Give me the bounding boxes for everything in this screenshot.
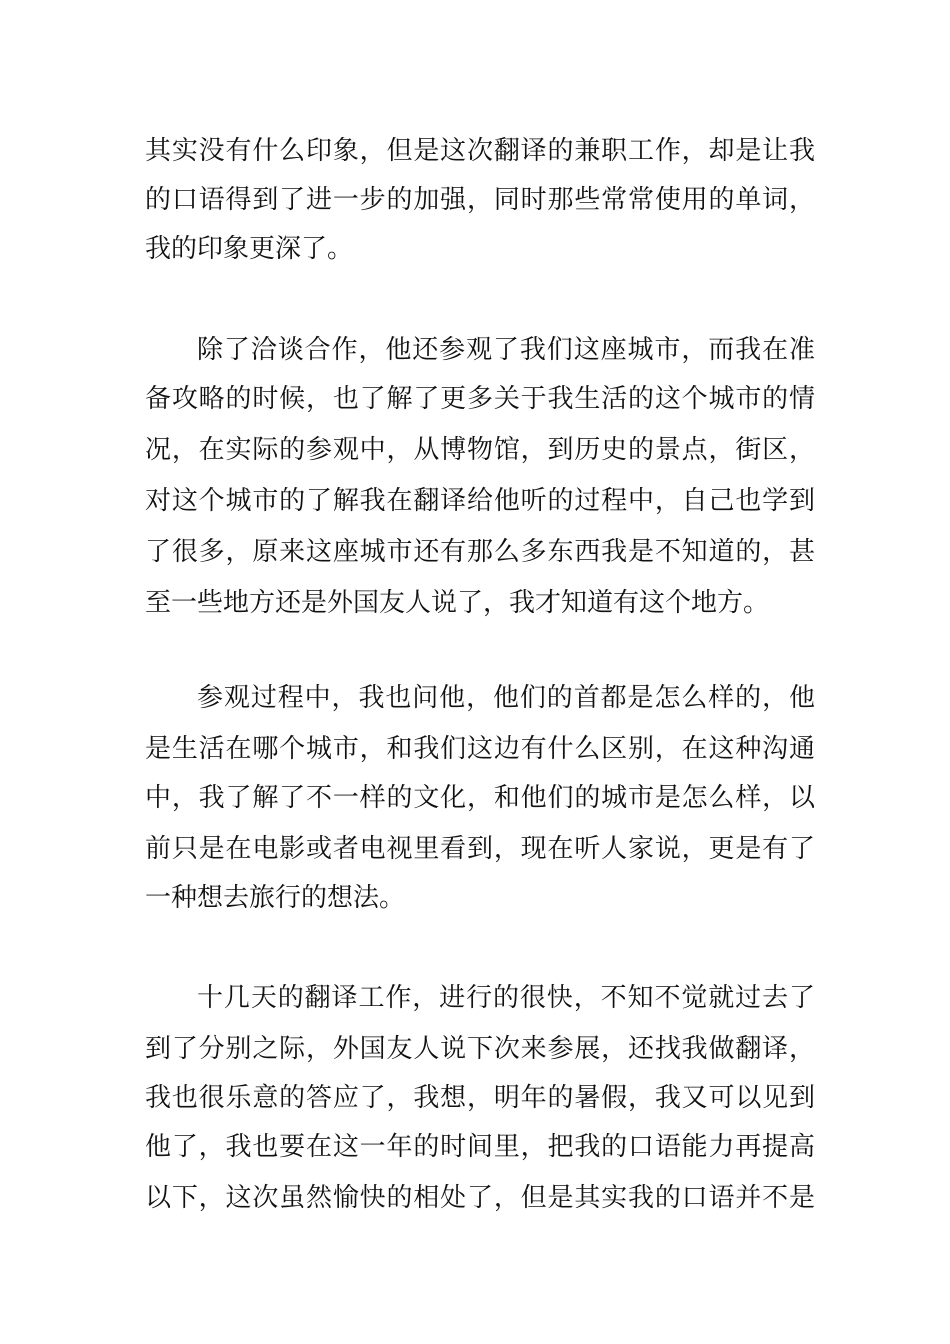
paragraph-3-line-3: 中，我了解了不一样的文化，和他们的城市是怎么样，以 xyxy=(145,783,815,813)
paragraph-1-line-2: 的口语得到了进一步的加强，同时那些常常使用的单词， xyxy=(145,185,815,215)
paragraph-3-line-5: 一种想去旅行的想法。 xyxy=(145,883,406,913)
paragraph-4-line-4: 他了，我也要在这一年的时间里，把我的口语能力再提高 xyxy=(145,1132,815,1162)
paragraph-1-line-3: 我的印象更深了。 xyxy=(145,234,354,264)
paragraph-1-line-1: 其实没有什么印象，但是这次翻译的兼职工作，却是让我 xyxy=(145,136,815,166)
paragraph-2-line-1: 除了洽谈合作，他还参观了我们这座城市，而我在准 xyxy=(197,335,815,365)
paragraph-3-line-2: 是生活在哪个城市，和我们这边有什么区别，在这种沟通 xyxy=(145,734,815,764)
paragraph-3-line-1: 参观过程中，我也问他，他们的首都是怎么样的，他 xyxy=(197,683,815,713)
paragraph-3-line-4: 前只是在电影或者电视里看到，现在听人家说，更是有了 xyxy=(145,834,815,864)
paragraph-4-line-1: 十几天的翻译工作，进行的很快，不知不觉就过去了 xyxy=(197,983,815,1013)
paragraph-2-line-2: 备攻略的时候，也了解了更多关于我生活的这个城市的情 xyxy=(145,384,815,414)
paragraph-4-line-5: 以下，这次虽然愉快的相处了，但是其实我的口语并不是 xyxy=(145,1183,815,1213)
paragraph-2-line-5: 了很多，原来这座城市还有那么多东西我是不知道的，甚 xyxy=(145,537,815,567)
paragraph-2-line-6: 至一些地方还是外国友人说了，我才知道有这个地方。 xyxy=(145,588,770,618)
paragraph-4-line-2: 到了分别之际，外国友人说下次来参展，还找我做翻译， xyxy=(145,1034,815,1064)
paragraph-2-line-4: 对这个城市的了解我在翻译给他听的过程中，自己也学到 xyxy=(145,486,815,516)
paragraph-4-line-3: 我也很乐意的答应了，我想，明年的暑假，我又可以见到 xyxy=(145,1083,815,1113)
paragraph-2-line-3: 况，在实际的参观中，从博物馆，到历史的景点，街区， xyxy=(145,435,815,465)
